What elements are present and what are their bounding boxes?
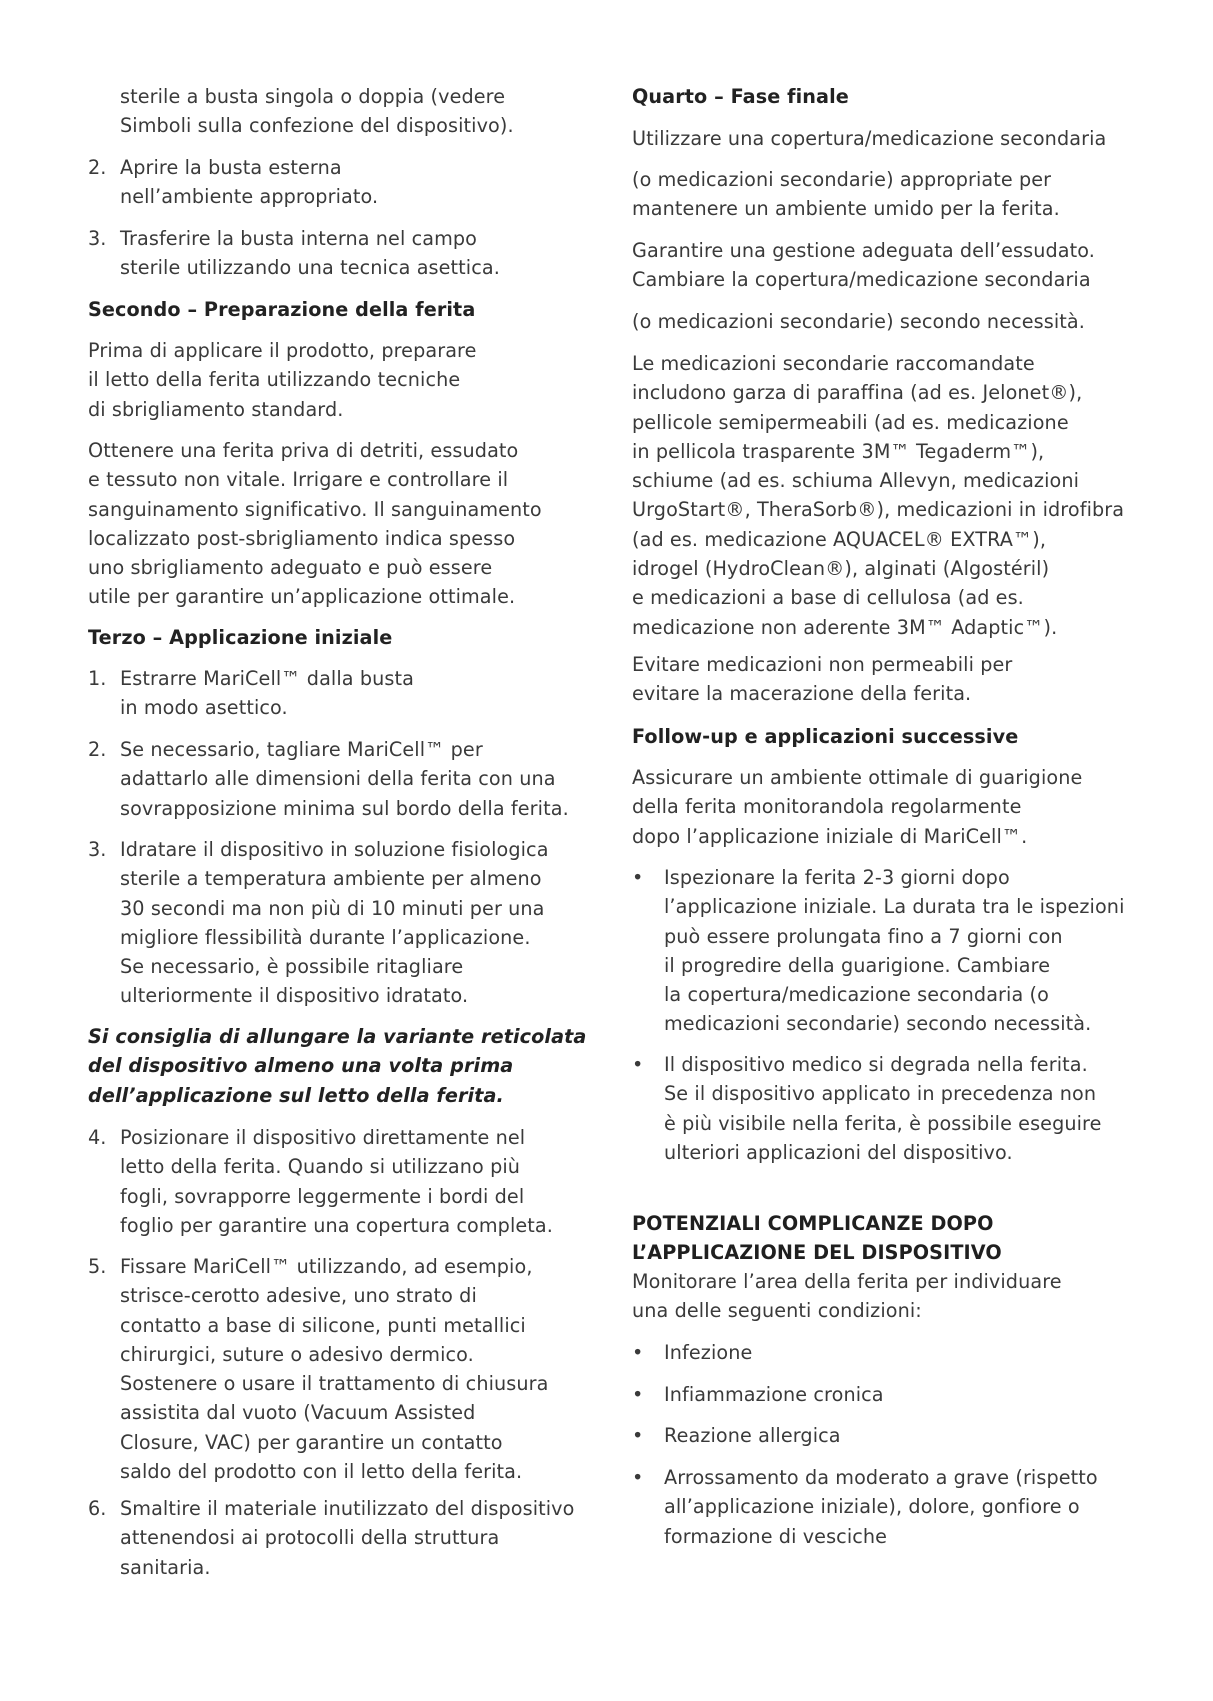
text-line: mantenere un ambiente umido per la ferita.	[632, 197, 1060, 221]
text-line: dell’applicazione sul letto della ferita.	[88, 1083, 504, 1107]
note-paragraph	[88, 1022, 608, 1110]
text-line: sterile a busta singola o doppia (vedere	[120, 85, 506, 108]
text-line: 30 secondi ma non più di 10 minuti per una	[120, 896, 545, 920]
text-line: medicazioni secondarie) secondo necessità.	[664, 1012, 1092, 1036]
text-line: Trasferire la busta interna nel campo	[120, 227, 477, 250]
text-line: all’applicazione iniziale), dolore, gonfiore o	[664, 1495, 1080, 1519]
heading-text: Follow-up e applicazioni successive	[632, 725, 1019, 748]
text-line: può essere prolungata fino a 7 giorni con	[664, 924, 1063, 948]
bullet-item	[632, 863, 1152, 1039]
list-number: 6.	[88, 1497, 107, 1520]
text-line: attenendosi ai protocolli della struttura	[120, 1526, 500, 1550]
bullet-icon: •	[632, 1053, 644, 1076]
text-line: assistita dal vuoto (Vacuum Assisted	[120, 1401, 476, 1425]
text-line: della ferita monitorandola regolarmente	[632, 795, 1022, 819]
text-line: dopo l’applicazione iniziale di MariCell™.	[632, 824, 1028, 848]
list-item	[88, 735, 608, 823]
section-heading-secondo	[88, 295, 608, 324]
list-item	[88, 1252, 608, 1486]
text-line: (ad es. medicazione AQUACEL® EXTRA™),	[632, 527, 1047, 551]
text-line: ulteriormente il dispositivo idratato.	[120, 984, 469, 1008]
text-line: schiume (ad es. schiuma Allevyn, medicazioni	[632, 469, 1080, 493]
text-line: nell’ambiente appropriato.	[120, 185, 379, 209]
text-line: di sbrigliamento standard.	[88, 397, 344, 421]
text-line: Reazione allergica	[664, 1424, 841, 1447]
paragraph	[632, 763, 1152, 851]
text-line: Se necessario, tagliare MariCell™ per	[120, 738, 483, 761]
bullet-icon: •	[632, 1383, 644, 1406]
text-line: Infezione	[664, 1341, 753, 1364]
text-line: in modo asettico.	[120, 696, 288, 720]
text-line: medicazione non aderente 3M™ Adaptic™).	[632, 615, 1058, 639]
text-line: Aprire la busta esterna	[120, 156, 342, 179]
paragraph	[632, 236, 1152, 295]
text-line: (o medicazioni secondarie) secondo necessità.	[632, 310, 1085, 333]
text-line: contatto a base di silicone, punti metallici	[120, 1313, 526, 1337]
list-item	[88, 224, 608, 283]
text-line: uno sbrigliamento adeguato e può essere	[88, 556, 493, 580]
list-item	[88, 1123, 608, 1240]
section-heading-quarto	[632, 82, 1152, 111]
bullet-icon: •	[632, 1341, 644, 1364]
text-line: foglio per garantire una copertura completa.	[120, 1213, 553, 1237]
list-number: 3.	[88, 838, 107, 861]
paragraph	[632, 349, 1152, 642]
heading-text: Quarto – Fase finale	[632, 85, 849, 108]
text-line: Idratare il dispositivo in soluzione fisiologica	[120, 838, 549, 861]
text-line: Infiammazione cronica	[664, 1383, 884, 1406]
text-line: e medicazioni a base di cellulosa (ad es.	[632, 586, 1024, 610]
section-heading-terzo	[88, 623, 608, 652]
text-line: Ottenere una ferita priva di detriti, essudato	[88, 439, 519, 462]
paragraph	[632, 1267, 1152, 1326]
text-line: formazione di vesciche	[664, 1524, 888, 1548]
text-line: UrgoStart®, TheraSorb®), medicazioni in idrofibra	[632, 498, 1125, 522]
list-number: 5.	[88, 1255, 107, 1278]
text-line: Assicurare un ambiente ottimale di guarigione	[632, 766, 1083, 789]
text-line: è più visibile nella ferita, è possibile eseguire	[664, 1111, 1102, 1135]
text-line: Si consiglia di allungare la variante reticolata	[88, 1025, 587, 1048]
text-line: idrogel (HydroClean®), alginati (Algostéril)	[632, 557, 1050, 581]
text-line: Se necessario, è possibile ritagliare	[120, 955, 464, 979]
bullet-item	[632, 1050, 1152, 1167]
text-line: Cambiare la copertura/medicazione secondaria	[632, 268, 1091, 292]
bullet-icon: •	[632, 1466, 644, 1489]
text-line: letto della ferita. Quando si utilizzano più	[120, 1155, 521, 1179]
heading-text: Terzo – Applicazione iniziale	[88, 626, 393, 649]
text-line: ulteriori applicazioni del dispositivo.	[664, 1140, 1013, 1164]
paragraph	[632, 124, 1152, 153]
text-line: la copertura/medicazione secondaria (o	[664, 983, 1049, 1007]
text-line: Fissare MariCell™ utilizzando, ad esempio,	[120, 1255, 533, 1278]
list-number: 1.	[88, 667, 107, 690]
list-number: 2.	[88, 738, 107, 761]
list-item	[88, 664, 608, 723]
text-line: includono garza di paraffina (ad es. Jelonet®),	[632, 381, 1083, 405]
bullet-item	[632, 1338, 1152, 1367]
text-line: utile per garantire un’applicazione ottimale.	[88, 585, 516, 609]
text-line: adattarlo alle dimensioni della ferita con una	[120, 767, 556, 791]
text-line: in pellicola trasparente 3M™ Tegaderm™),	[632, 439, 1045, 463]
text-line: Se il dispositivo applicato in precedenza non	[664, 1082, 1097, 1106]
text-line: e tessuto non vitale. Irrigare e controllare il	[88, 468, 509, 492]
continuation-paragraph	[88, 82, 608, 141]
text-line: l’applicazione iniziale. La durata tra le ispezioni	[664, 895, 1125, 919]
text-line: Le medicazioni secondarie raccomandate	[632, 352, 1035, 375]
list-item	[88, 153, 608, 212]
text-line: sanguinamento significativo. Il sanguinamento	[88, 497, 542, 521]
text-line: migliore flessibilità durante l’applicazione.	[120, 925, 531, 949]
text-line: evitare la macerazione della ferita.	[632, 682, 972, 706]
text-line: Smaltire il materiale inutilizzato del dispositivo	[120, 1497, 575, 1520]
text-line: sterile utilizzando una tecnica asettica.	[120, 256, 500, 280]
text-line: Prima di applicare il prodotto, preparare	[88, 339, 477, 362]
bullet-icon: •	[632, 1424, 644, 1447]
text-line: del dispositivo almeno una volta prima	[88, 1054, 514, 1078]
text-line: il letto della ferita utilizzando tecniche	[88, 368, 461, 392]
paragraph	[632, 165, 1152, 224]
list-number: 4.	[88, 1126, 107, 1149]
list-number: 2.	[88, 156, 107, 179]
heading-text: Secondo – Preparazione della ferita	[88, 298, 476, 321]
text-line: sovrapposizione minima sul bordo della ferita.	[120, 796, 569, 820]
bullet-item	[632, 1463, 1152, 1551]
bullet-item	[632, 1421, 1152, 1450]
text-line: Closure, VAC) per garantire un contatto	[120, 1430, 503, 1454]
text-line: saldo del prodotto con il letto della ferita.	[120, 1460, 523, 1484]
heading-line: POTENZIALI COMPLICANZE DOPO	[632, 1212, 994, 1235]
text-line: (o medicazioni secondarie) appropriate per	[632, 168, 1052, 191]
list-item	[88, 835, 608, 1011]
heading-line: L’APPLICAZIONE DEL DISPOSITIVO	[632, 1241, 1002, 1265]
text-line: una delle seguenti condizioni:	[632, 1299, 922, 1323]
text-line: Simboli sulla confezione del dispositivo).	[120, 114, 514, 138]
text-line: Utilizzare una copertura/medicazione secondaria	[632, 127, 1107, 150]
text-line: Evitare medicazioni non permeabili per	[632, 653, 1013, 676]
paragraph	[632, 650, 1152, 709]
text-line: strisce-cerotto adesive, uno strato di	[120, 1284, 477, 1308]
text-line: il progredire della guarigione. Cambiare	[664, 953, 1051, 977]
section-heading-followup	[632, 722, 1152, 751]
text-line: sterile a temperatura ambiente per almeno	[120, 867, 542, 891]
text-line: Garantire una gestione adeguata dell’essudato.	[632, 239, 1095, 262]
text-line: chirurgici, suture o adesivo dermico.	[120, 1342, 474, 1366]
paragraph	[88, 436, 608, 612]
paragraph	[88, 336, 608, 424]
text-line: localizzato post-sbrigliamento indica spesso	[88, 526, 516, 550]
section-heading-complicanze	[632, 1209, 1152, 1268]
text-line: Posizionare il dispositivo direttamente nel	[120, 1126, 526, 1149]
text-line: pellicole semipermeabili (ad es. medicazione	[632, 410, 1069, 434]
bullet-icon: •	[632, 866, 644, 889]
text-line: sanitaria.	[120, 1555, 211, 1579]
paragraph	[632, 307, 1152, 336]
list-item	[88, 1494, 608, 1582]
text-line: Monitorare l’area della ferita per individuare	[632, 1270, 1062, 1293]
text-line: Arrossamento da moderato a grave (rispetto	[664, 1466, 1098, 1489]
list-number: 3.	[88, 227, 107, 250]
text-line: fogli, sovrapporre leggermente i bordi del	[120, 1184, 525, 1208]
text-line: Estrarre MariCell™ dalla busta	[120, 667, 414, 690]
bullet-item	[632, 1380, 1152, 1409]
text-line: Ispezionare la ferita 2-3 giorni dopo	[664, 866, 1010, 889]
text-line: Sostenere o usare il trattamento di chiusura	[120, 1372, 549, 1396]
text-line: Il dispositivo medico si degrada nella ferita.	[664, 1053, 1088, 1076]
